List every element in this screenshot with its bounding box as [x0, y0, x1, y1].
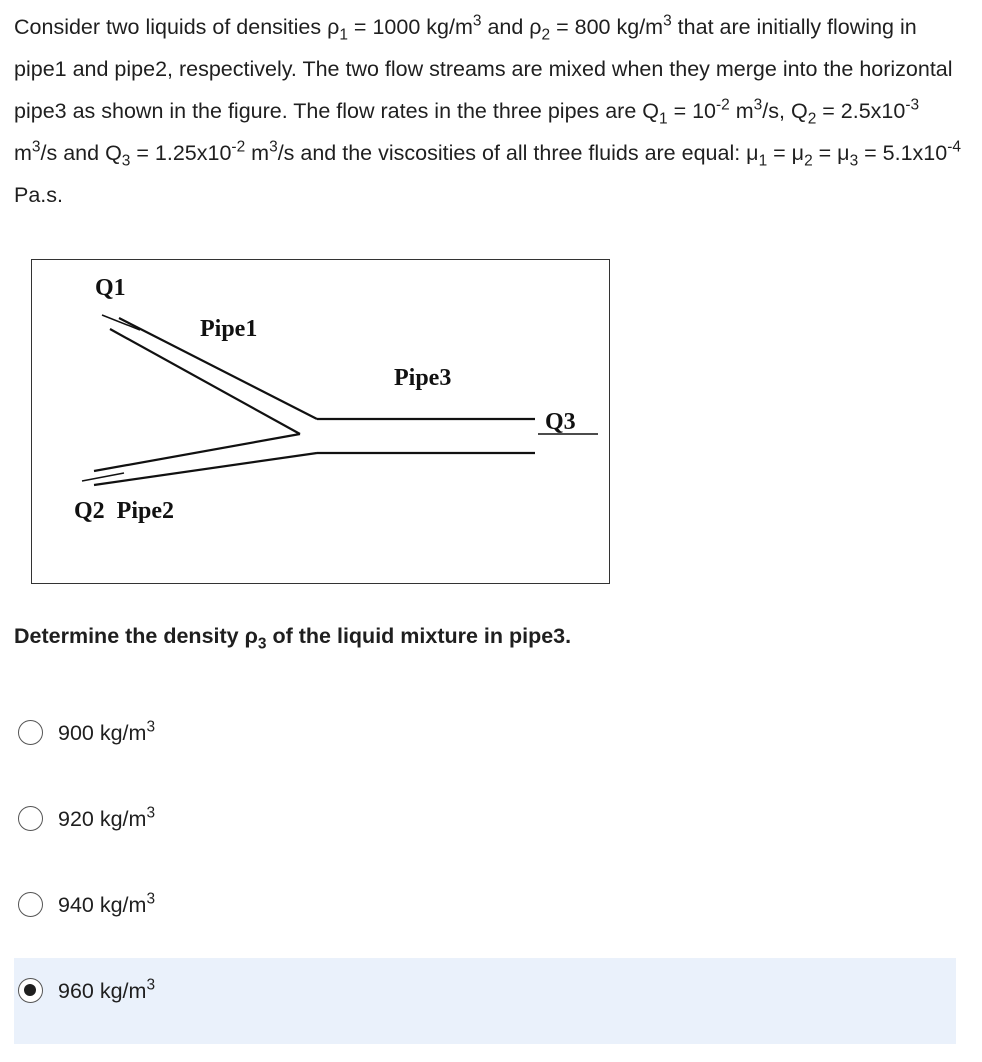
label-pipe1: Pipe1 — [200, 316, 258, 342]
label-q1: Q1 — [95, 275, 126, 301]
radio-button-1[interactable] — [18, 720, 43, 745]
radio-button-3[interactable] — [18, 892, 43, 917]
answer-option-label: 940 $kg/m^3$ — [58, 890, 156, 917]
question-prompt: Determine the density $\rho_3$ of the liquid mixture in pipe3. — [14, 624, 572, 653]
pipe-diagram — [31, 259, 610, 584]
label-q2-pipe2: Q2 Pipe2 — [74, 498, 174, 524]
problem-statement: Consider two liquids of densities $\rho_1 = 1000$ $kg/m^3$ and $\rho_2 = 800$ $kg/m^3$ that are initially flowing in pipe1 and pipe2, respectively. The two flow streams are mixed when they merge into the horizontal pipe3 as shown in the figure. The flow rates in the three pipes are $Q_1 = 10^{-2}$ $m^3/s$, $Q_2 = 2.5x10^{-3}$ $m^3/s$ and $Q_3 = 1.25x10^{-2}$ $m^3/s$ and the viscosities of all three fluids are equal: $\mu_1 = \mu_2 = \mu_3 = 5.1x10^{-4}$ Pa.s. — [14, 12, 961, 207]
radio-button-4[interactable] — [18, 978, 43, 1003]
answer-option-label: 960 $kg/m^3$ — [58, 976, 156, 1003]
answer-option-label: 920 $kg/m^3$ — [58, 804, 156, 831]
pipe-diagram-svg — [32, 260, 609, 583]
pipe1-inlet-mark — [102, 315, 140, 330]
answer-option-1[interactable] — [14, 700, 956, 786]
answer-option-label: 900 $kg/m^3$ — [58, 718, 156, 745]
pipe2-wall-lower — [94, 453, 317, 485]
answer-option-2[interactable] — [14, 786, 956, 872]
answer-option-3[interactable] — [14, 872, 956, 958]
radio-selected-dot — [24, 984, 36, 996]
radio-button-2[interactable] — [18, 806, 43, 831]
pipe2-inlet-mark — [82, 473, 124, 481]
label-q3: Q3 — [545, 409, 576, 435]
answer-option-4[interactable] — [14, 958, 956, 1044]
pipe1-wall-lower — [110, 329, 300, 434]
label-pipe3: Pipe3 — [394, 365, 452, 391]
pipe2-wall-upper — [94, 434, 300, 471]
